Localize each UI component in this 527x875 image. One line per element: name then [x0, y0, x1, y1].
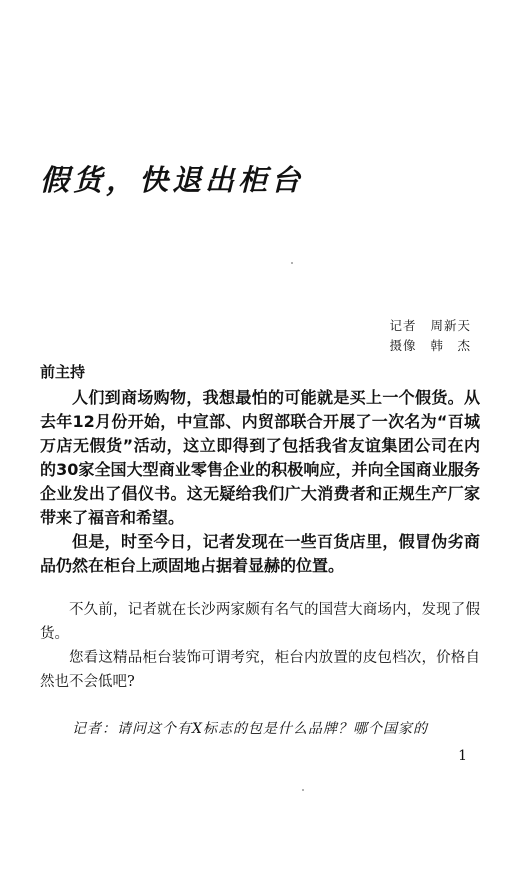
article-body — [40, 598, 480, 694]
byline-role: 记者 — [389, 318, 417, 333]
paper-speck — [291, 262, 293, 264]
body-paragraph: 您看这精品柜台装饰可谓考究，柜台内放置的皮包档次，价格自然也不会低吧? — [40, 650, 480, 690]
byline-name: 周新天 — [430, 318, 471, 333]
dialogue-line: 记者：请问这个有X标志的包是什么品牌？哪个国家的 — [72, 721, 428, 737]
body-paragraph: 不久前，记者就在长沙两家颇有名气的国营大商场内，发现了假货。 — [40, 602, 480, 642]
intro-heading: 前主持 — [40, 363, 86, 381]
byline-camera — [389, 336, 471, 354]
article-title: 假货，快退出柜台 — [40, 163, 305, 197]
byline-reporter — [389, 316, 471, 334]
page-number: 1 — [458, 748, 467, 764]
host-intro — [40, 360, 480, 578]
paper-speck — [302, 789, 304, 791]
byline-role: 摄像 — [389, 338, 417, 353]
intro-paragraph: 但是，时至今日，记者发现在一些百货店里，假冒伪劣商品仍然在柜台上顽固地占据着显赫的位置。 — [40, 532, 480, 575]
byline-name: 韩 杰 — [430, 338, 471, 353]
intro-paragraph: 人们到商场购物，我想最怕的可能就是买上一个假货。从去年12月份开始，中宣部、内贸部联合开展了一次名为“百城万店无假货”活动，这立即得到了包括我省友谊集团公司在内的30家全国大型商业零售企业的积极响应，并向全国商业服务企业发出了倡仪书。这无疑给我们广大消费者和正规生产厂家带来了福音和希望。 — [40, 388, 480, 527]
